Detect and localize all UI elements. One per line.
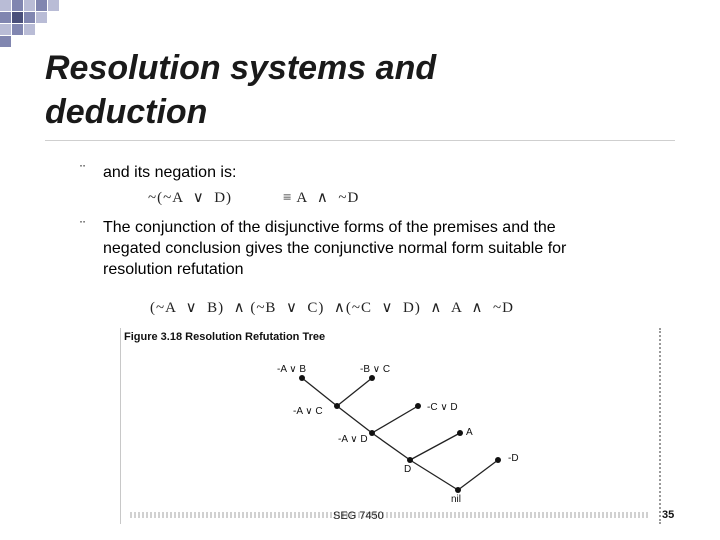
tree-edge	[302, 378, 337, 406]
tree-node-label: -B ∨ C	[360, 364, 391, 375]
figure-caption: Figure 3.18 Resolution Refutation Tree	[124, 331, 326, 343]
negation-formula-left: ~(~A ∨ D)	[148, 190, 233, 206]
tree-edge	[458, 460, 498, 490]
tree-node-dot	[495, 457, 501, 463]
page-number: 35	[662, 509, 675, 521]
bullet-icon: ¨	[80, 219, 86, 236]
tree-edge	[337, 378, 372, 406]
tree-node-label: -A ∨ C	[293, 406, 323, 417]
cnf-formula: (~A ∨ B) ∧ (~B ∨ C) ∧(~C ∨ D) ∧ A ∧ ~D	[150, 300, 514, 316]
tree-edge	[337, 406, 372, 433]
tree-node-dot	[334, 403, 340, 409]
tree-edge	[372, 433, 410, 460]
tree-node-dot	[407, 457, 413, 463]
tree-node-label: nil	[451, 494, 462, 505]
bullet-2-line-3: resolution refutation	[103, 261, 244, 278]
tree-node-dot	[457, 430, 463, 436]
tree-edge	[372, 406, 418, 433]
bullet-icon: ¨	[80, 163, 86, 180]
tree-edge	[410, 460, 458, 490]
tree-node-label: A	[466, 427, 473, 438]
tree-node-dot	[369, 375, 375, 381]
tree-node-dot	[415, 403, 421, 409]
tree-node-label: D	[404, 464, 412, 475]
bullet-1-line: and its negation is:	[103, 164, 237, 181]
bullet-2-line-2: negated conclusion gives the conjunctive normal form suitable for	[103, 240, 567, 257]
tree-node-label: -A ∨ B	[277, 364, 306, 375]
title-line-2: deduction	[45, 93, 208, 131]
tree-node-label: -D	[508, 453, 519, 464]
bullet-2-line-1: The conjunction of the disjunctive forms of the premises and the	[103, 219, 556, 236]
negation-formula-right: ≡ A ∧ ~D	[283, 190, 360, 206]
tree-edge	[410, 433, 460, 460]
tree-node-label: -A ∨ D	[338, 434, 368, 445]
tree-node-dot	[299, 375, 305, 381]
title-line-1: Resolution systems and	[45, 49, 437, 87]
tree-node-dot	[369, 430, 375, 436]
footer-course-code: SEG 7450	[333, 510, 384, 522]
tree-node-label: -C ∨ D	[427, 402, 458, 413]
tree-node-dot	[455, 487, 461, 493]
